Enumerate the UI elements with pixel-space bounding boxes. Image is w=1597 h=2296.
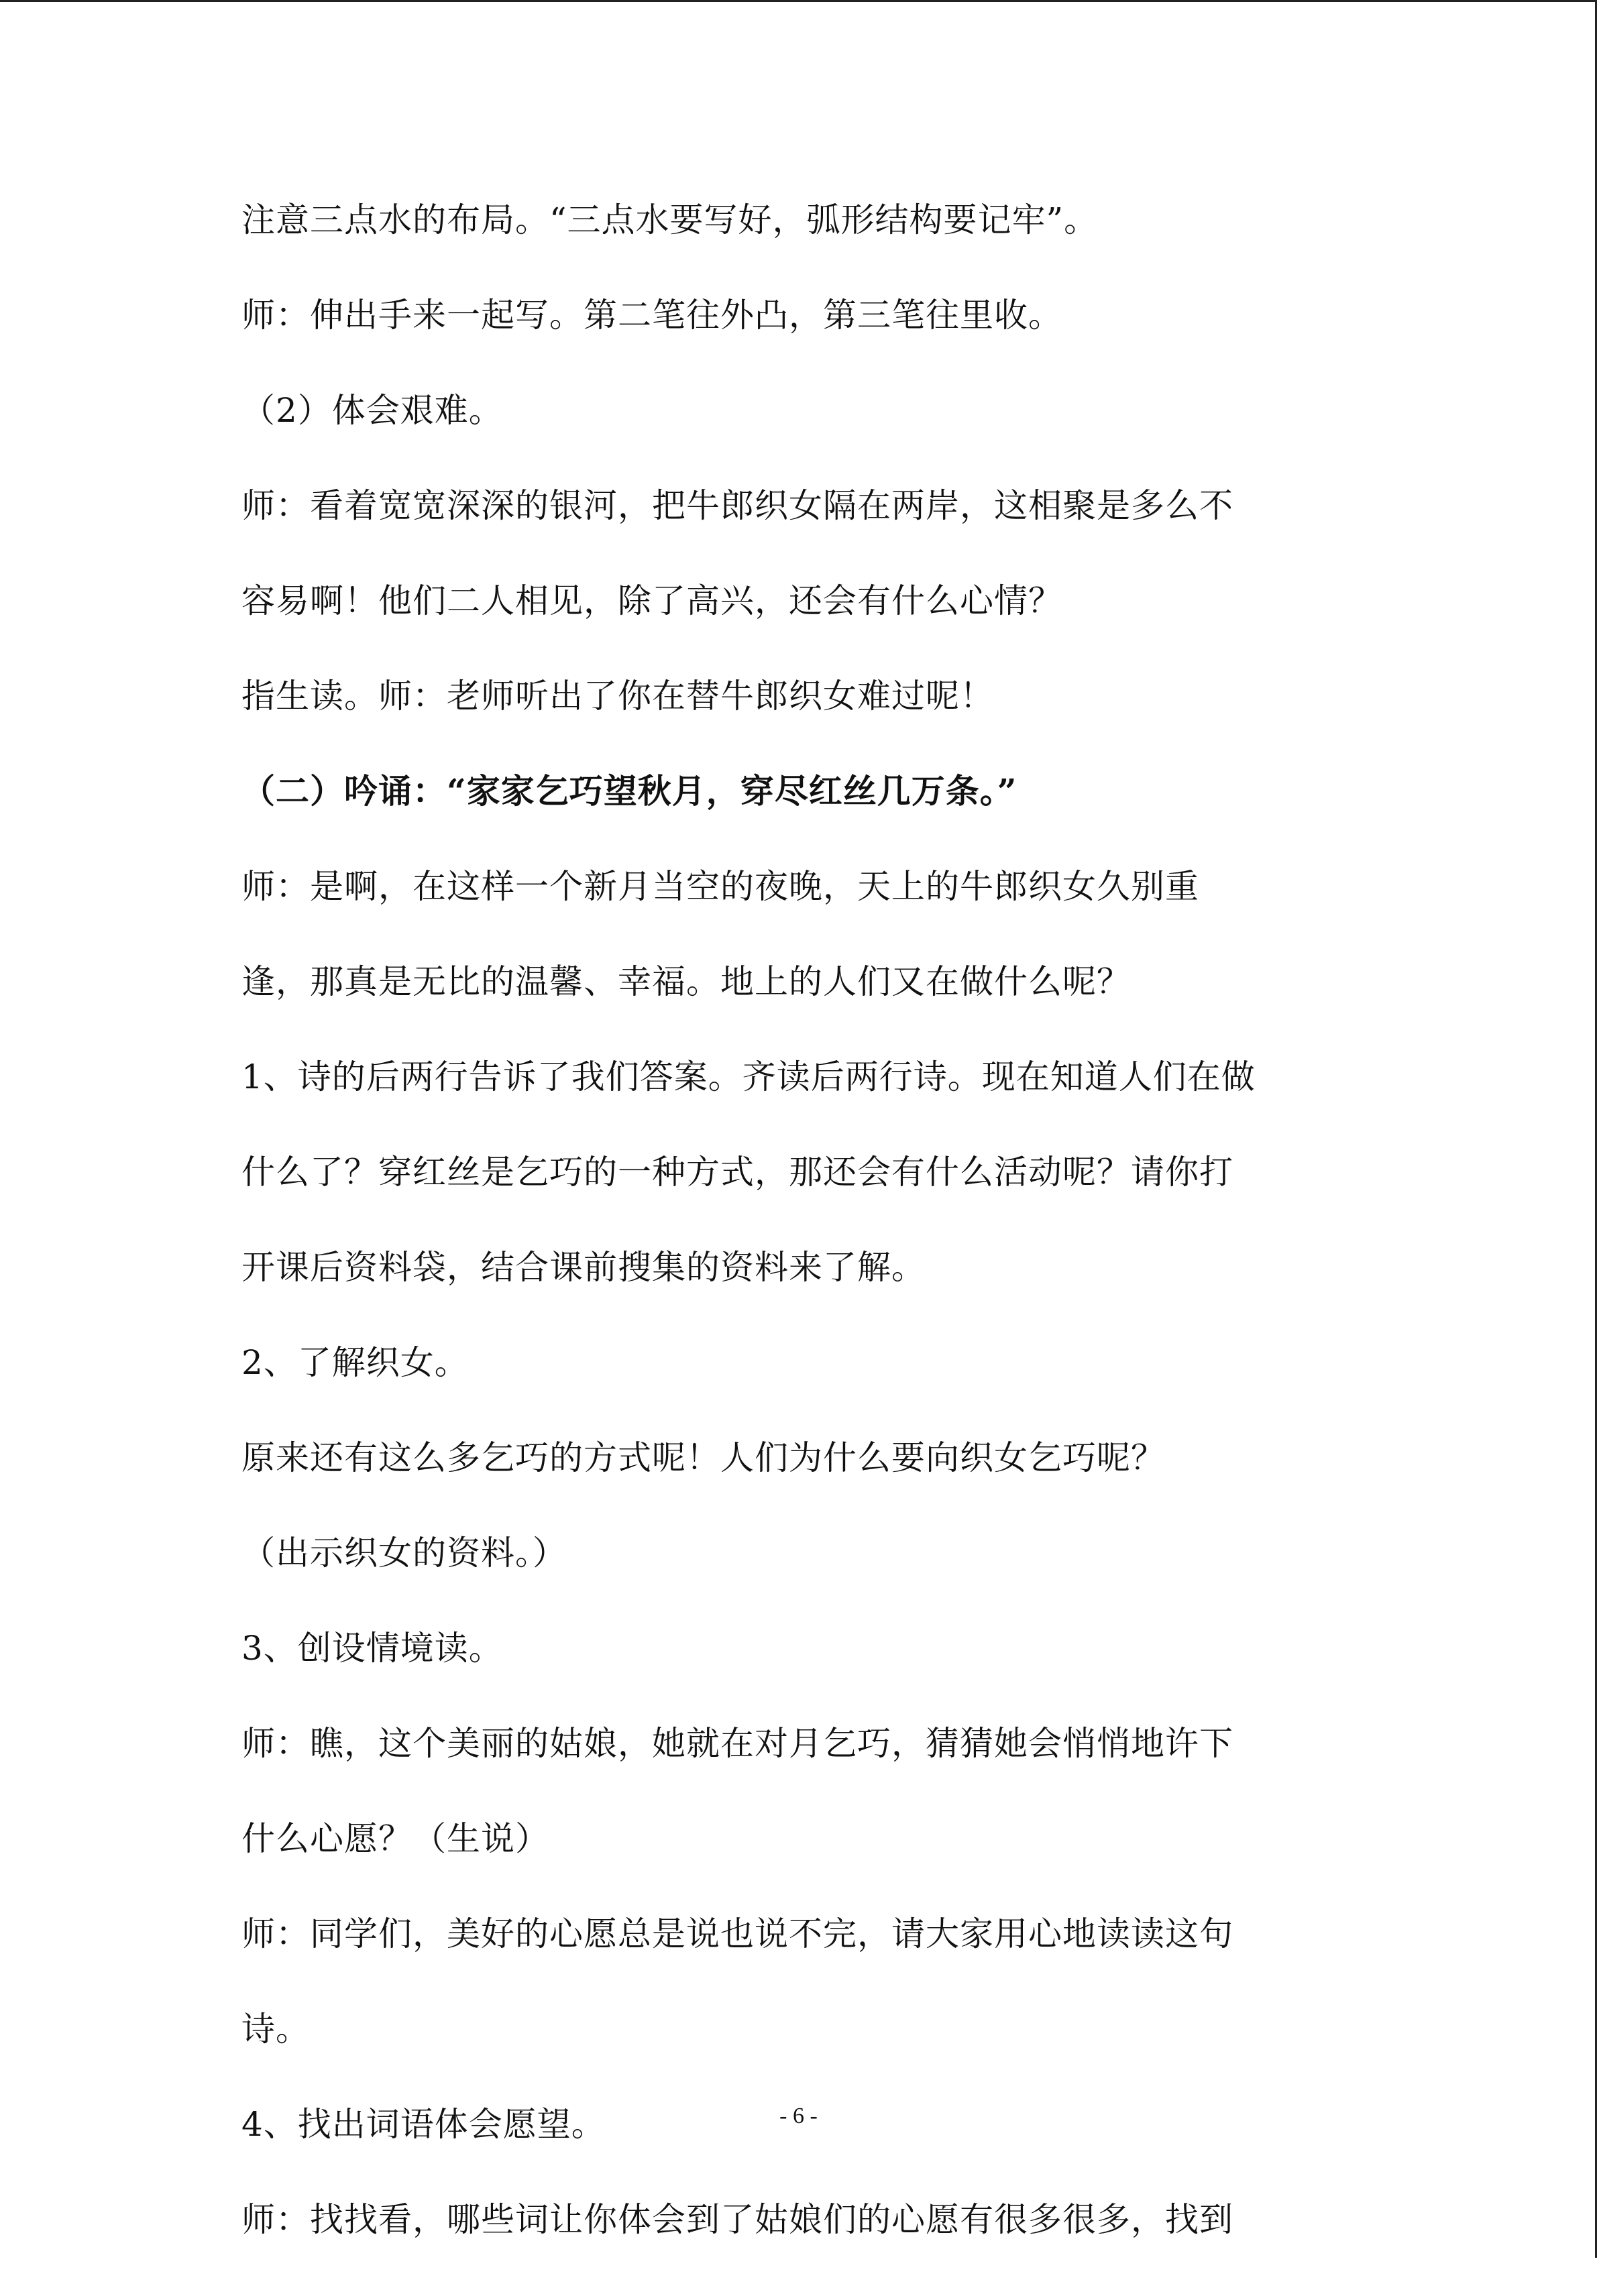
text-line: 注意三点水的布局。“三点水要写好，弧形结构要记牢”。 xyxy=(241,200,1099,239)
text-line: （出示织女的资料。） xyxy=(241,1534,567,1572)
text-line: 师：找找看，哪些词让你体会到了姑娘们的心愿有很多很多，找到 xyxy=(241,2200,1233,2239)
text-line: 1、诗的后两行告诉了我们答案。齐读后两行诗。现在知道人们在做 xyxy=(241,1057,1256,1096)
text-line: 逢，那真是无比的温馨、幸福。地上的人们又在做什么呢？ xyxy=(241,962,1131,1001)
text-line: 原来还有这么多乞巧的方式呢！人们为什么要向织女乞巧呢？ xyxy=(241,1438,1165,1477)
text-line: 师：伸出手来一起写。第二笔往外凸，第三笔往里收。 xyxy=(241,296,1062,335)
page-border-top xyxy=(0,0,1597,2)
text-line: 师：同学们，美好的心愿总是说也说不完，请大家用心地读读这句 xyxy=(241,1914,1233,1953)
section-heading: （二）吟诵：“家家乞巧望秋月，穿尽红丝几万条。” xyxy=(241,771,1017,811)
text-line: （2）体会艰难。 xyxy=(241,391,503,430)
text-line: 什么了？穿红丝是乞巧的一种方式，那还会有什么活动呢？请你打 xyxy=(241,1153,1233,1192)
document-body xyxy=(241,201,1355,2296)
text-line: 什么心愿？（生说） xyxy=(241,1819,549,1858)
page-number: - 6 - xyxy=(779,2104,818,2128)
text-line: 3、创设情境读。 xyxy=(241,1629,503,1668)
text-line: 师：瞧，这个美丽的姑娘，她就在对月乞巧，猜猜她会悄悄地许下 xyxy=(241,1724,1233,1763)
text-line: 诗。 xyxy=(241,2010,310,2049)
text-line: 开课后资料袋，结合课前搜集的资料来了解。 xyxy=(241,1248,926,1287)
text-line: 师：看着宽宽深深的银河，把牛郎织女隔在两岸，这相聚是多么不 xyxy=(241,486,1233,525)
text-line: 2、了解织女。 xyxy=(241,1343,469,1382)
text-line: 指生读。师：老师听出了你在替牛郎织女难过呢！ xyxy=(241,677,994,715)
text-line: 容易啊！他们二人相见，除了高兴，还会有什么心情？ xyxy=(241,581,1062,620)
text-line: 师：是啊，在这样一个新月当空的夜晚，天上的牛郎织女久别重 xyxy=(241,867,1199,906)
text-line: 4、找出词语体会愿望。 xyxy=(241,2105,606,2144)
